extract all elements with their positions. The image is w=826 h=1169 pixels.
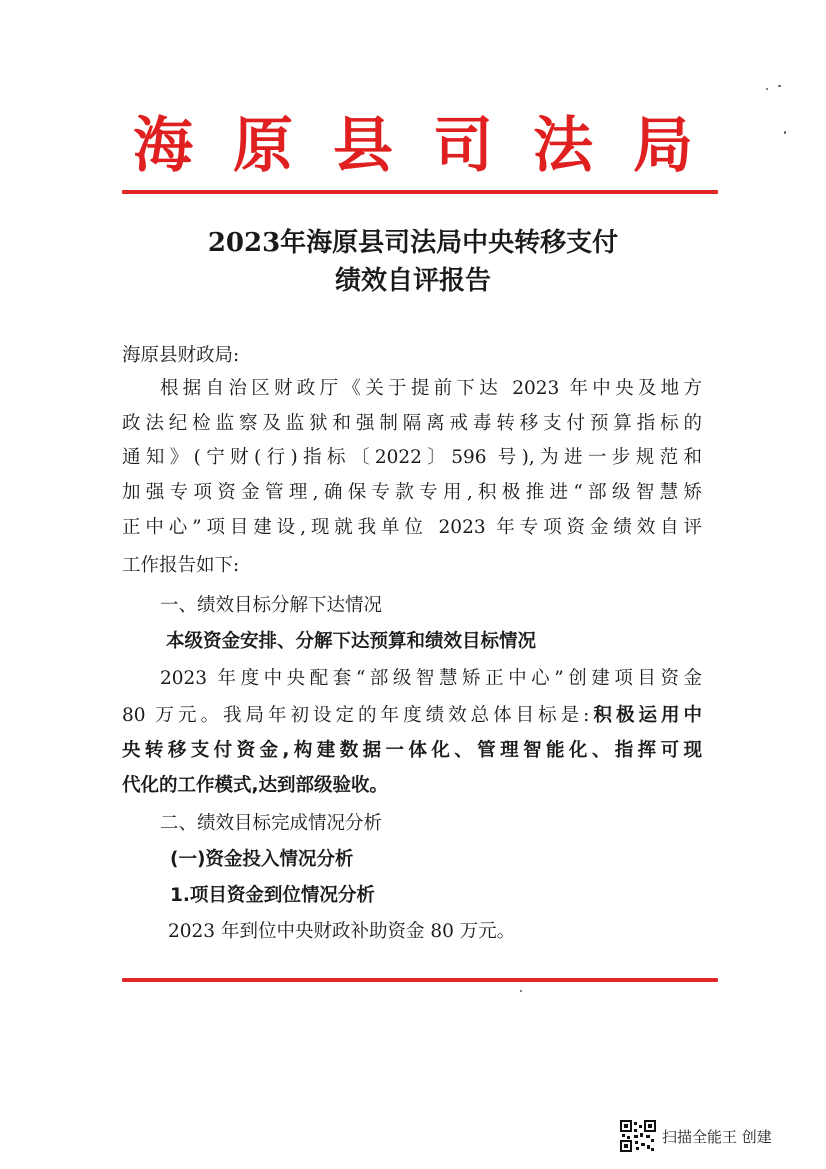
paragraph-line: 正中心”项目建设,现就我单位 2023 年专项资金绩效自评 xyxy=(122,517,702,538)
scanner-watermark-text: 扫描全能王 创建 xyxy=(662,1127,772,1146)
letterhead-org-name: 海原县司法局 xyxy=(133,111,733,181)
document-title-line2: 绩效自评报告 xyxy=(334,266,491,296)
section-heading-1: 一、绩效目标分解下达情况 xyxy=(160,595,383,616)
subsection-heading: 1.项目资金到位情况分析 xyxy=(170,885,375,906)
paragraph-line: 2023 年度中央配套“部级智慧矫正中心”创建项目资金 xyxy=(160,668,702,689)
paragraph-line-mixed xyxy=(122,702,702,730)
scan-speck xyxy=(766,88,768,90)
paragraph-line: 工作报告如下: xyxy=(122,555,240,576)
paragraph-bold-line: 代化的工作模式,达到部级验收。 xyxy=(122,775,389,796)
scan-speck xyxy=(520,990,522,992)
paragraph-line: 2023 年到位中央财政补助资金 80 万元。 xyxy=(168,921,516,942)
scanner-watermark xyxy=(620,1120,820,1152)
subsection-heading: (一)资金投入情况分析 xyxy=(170,849,354,870)
scan-speck xyxy=(784,131,786,134)
scan-speck xyxy=(778,85,781,87)
addressee: 海原县财政局: xyxy=(122,345,240,366)
qr-code-icon xyxy=(620,1120,656,1152)
document-title-line1: 2023年海原县司法局中央转移支付 xyxy=(207,228,619,258)
paragraph-line: 根据自治区财政厅《关于提前下达 2023 年中央及地方 xyxy=(160,378,702,399)
section-heading-2: 二、绩效目标完成情况分析 xyxy=(160,813,383,834)
paragraph-text: 80 万元。我局年初设定的年度绩效总体目标是: xyxy=(122,705,590,726)
paragraph-line: 政法纪检监察及监狱和强制隔离戒毒转移支付预算指标的 xyxy=(122,413,702,434)
paragraph-bold-text: 积极运用中 xyxy=(589,705,702,726)
letterhead-bottom-rule xyxy=(122,978,718,982)
paragraph-line: 加强专项资金管理,确保专款专用,积极推进“部级智慧矫 xyxy=(122,482,702,503)
paragraph-bold-line: 央转移支付资金,构建数据一体化、管理智能化、指挥可现 xyxy=(122,740,702,761)
subsection-heading: 本级资金安排、分解下达预算和绩效目标情况 xyxy=(166,631,537,652)
letterhead-top-rule xyxy=(122,190,718,194)
paragraph-line: 通知》(宁财(行)指标〔2022〕596 号),为进一步规范和 xyxy=(122,447,702,468)
